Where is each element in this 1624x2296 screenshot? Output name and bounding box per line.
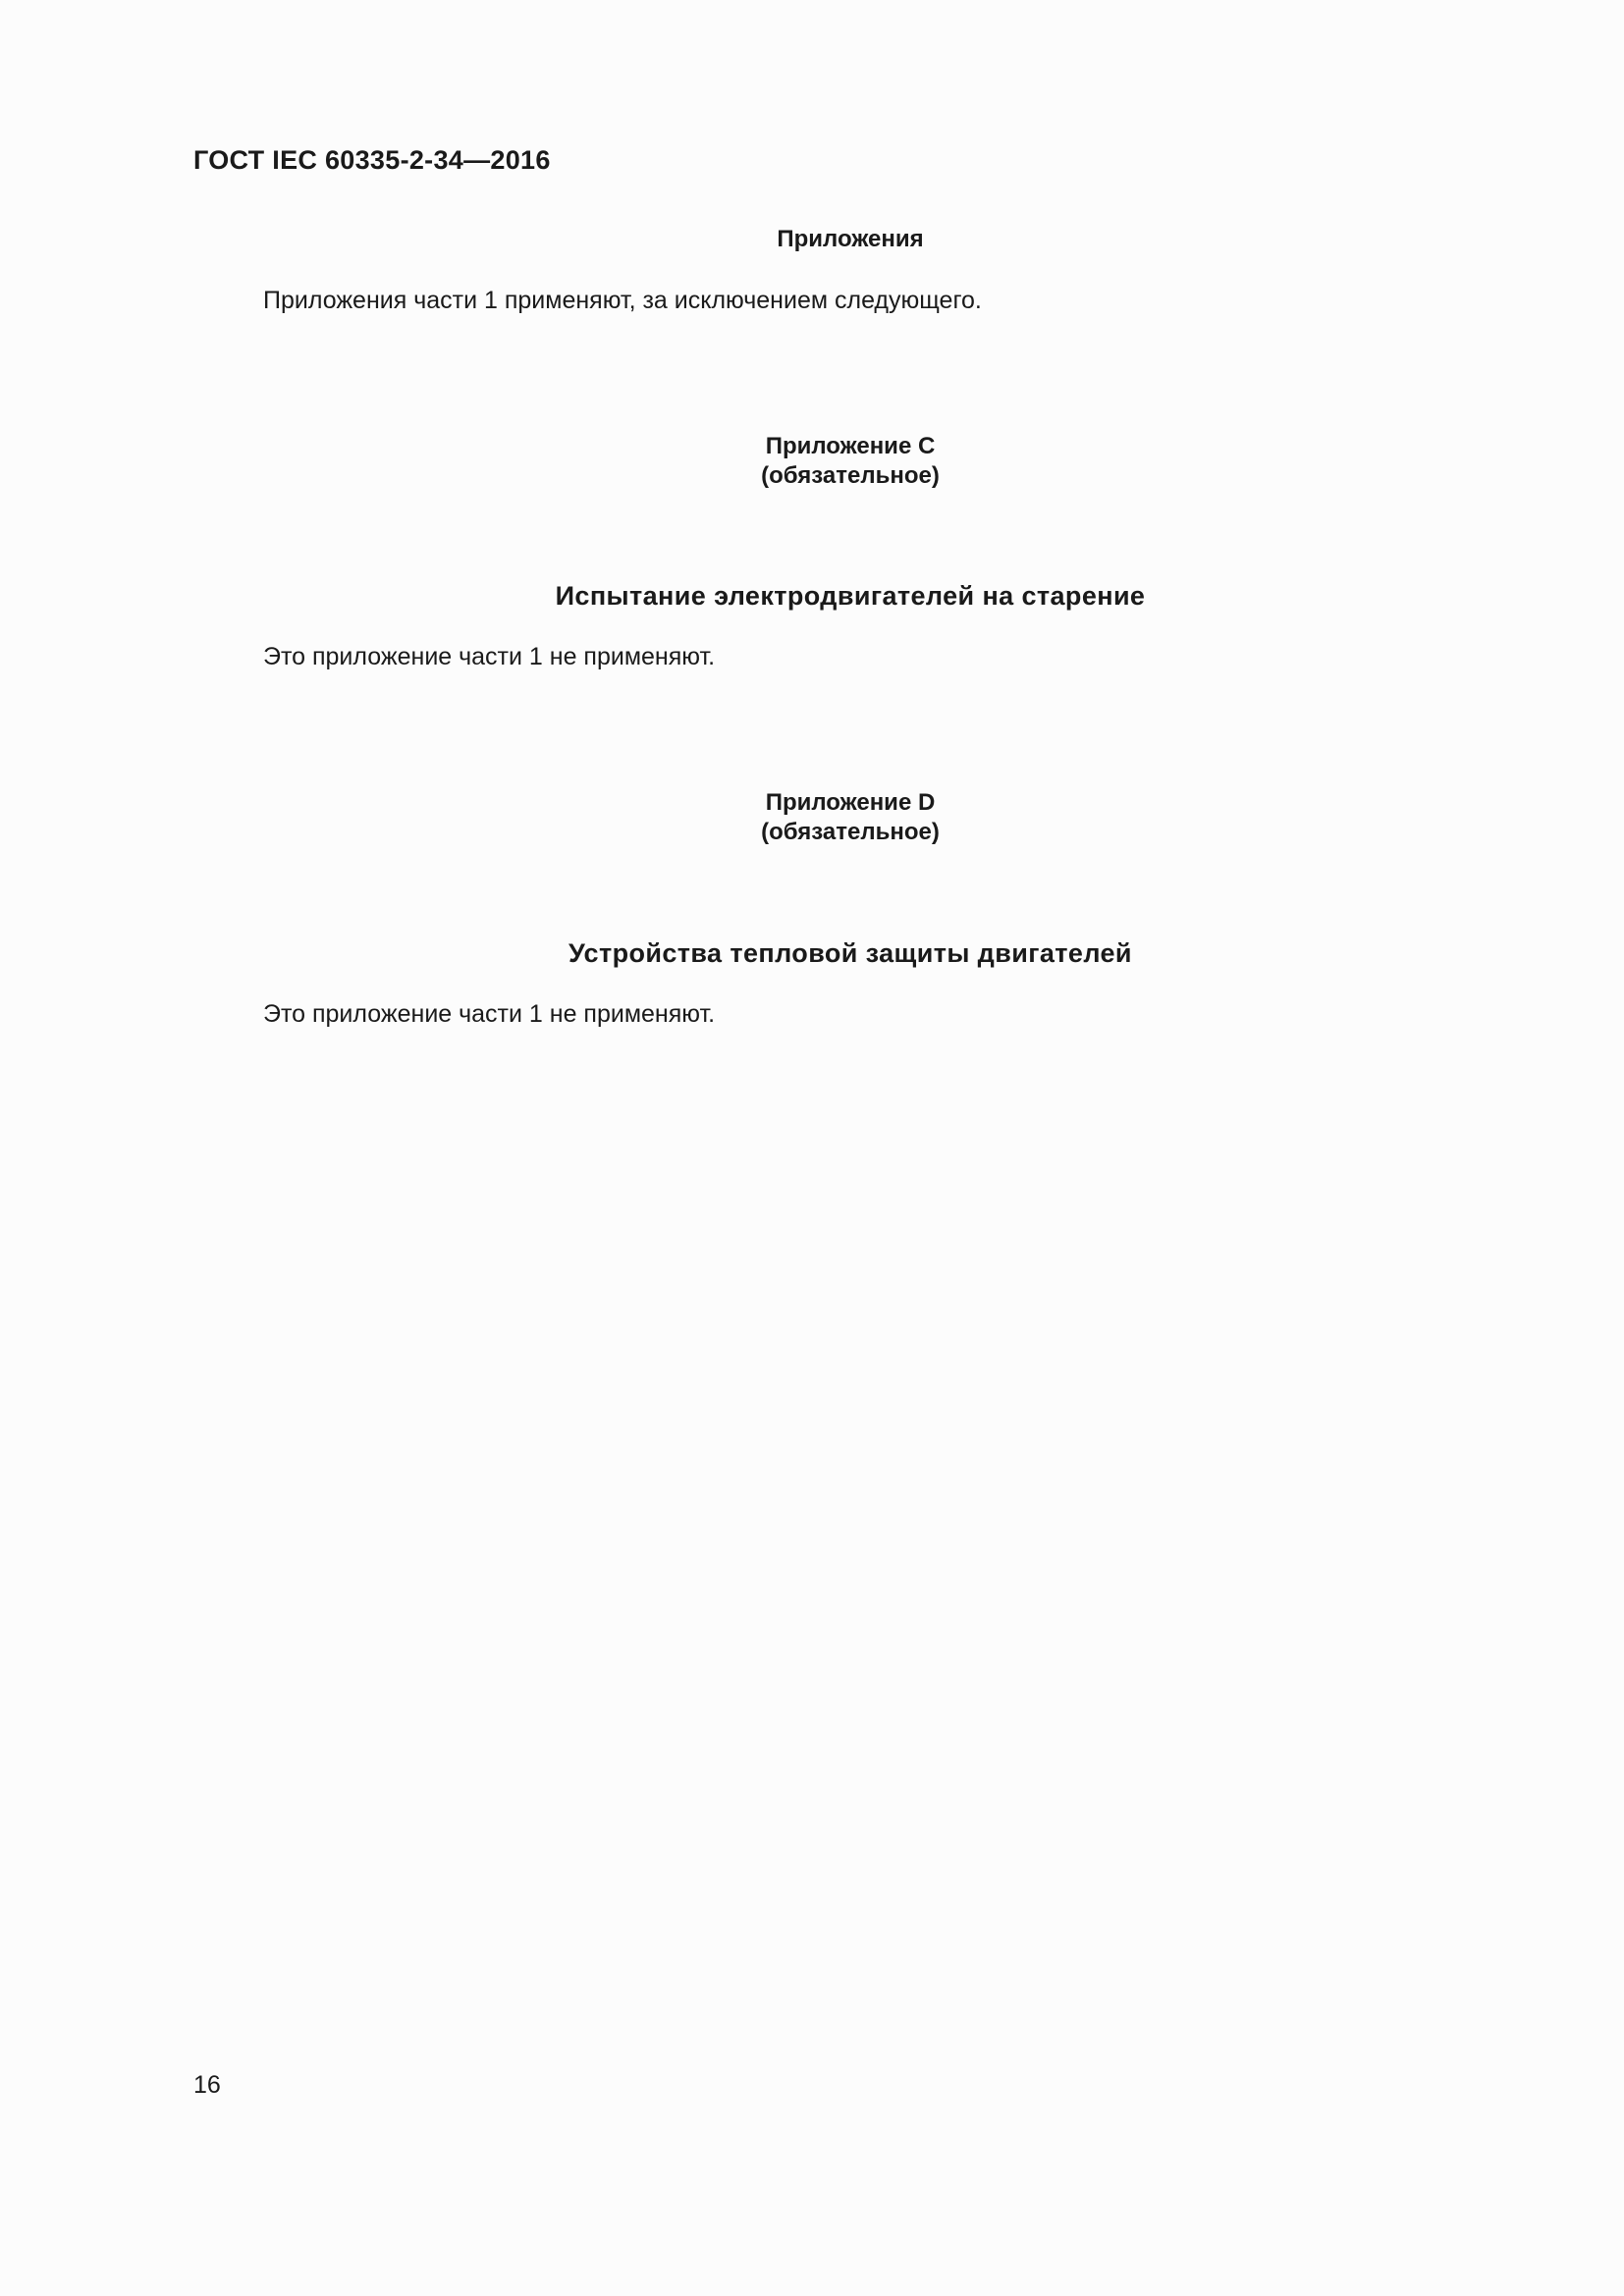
annex-d-label-block — [556, 788, 1145, 847]
annex-c-label-block — [556, 432, 1145, 491]
page-number: 16 — [193, 2071, 221, 2099]
annex-d-label: Приложение D — [765, 789, 936, 816]
annex-d-text: Это приложение части 1 не применяют. — [263, 1000, 716, 1028]
annex-d-status: (обязательное) — [761, 819, 940, 845]
document-code-header: ГОСТ IEC 60335-2-34—2016 — [193, 145, 551, 175]
annex-c-heading: Испытание электродвигателей на старение — [555, 581, 1146, 611]
annex-c-text: Это приложение части 1 не применяют. — [263, 643, 716, 670]
section-intro-text: Приложения части 1 применяют, за исключением следующего. — [263, 287, 982, 314]
annex-d-heading: Устройства тепловой защиты двигателей — [568, 938, 1132, 968]
section-title: Приложения — [777, 226, 924, 252]
annex-c-label: Приложение C — [765, 433, 936, 459]
annex-c-status: (обязательное) — [761, 462, 940, 489]
